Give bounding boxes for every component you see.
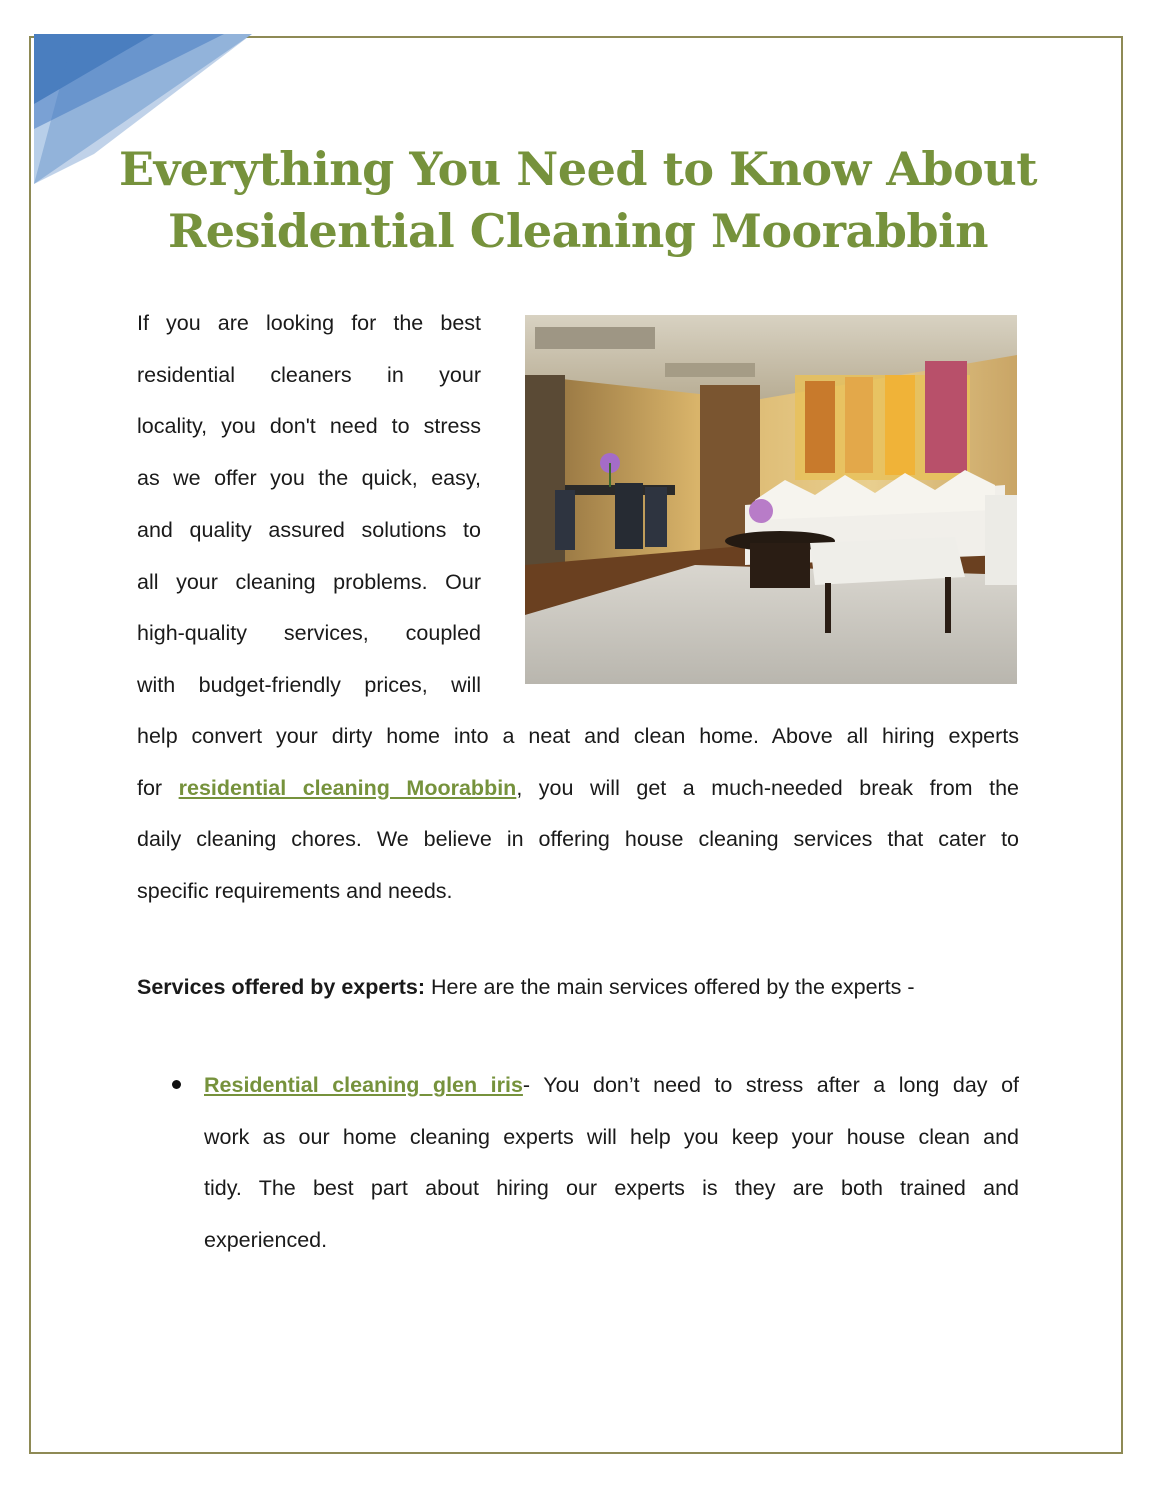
intro-line: residential cleaners in your <box>137 362 481 387</box>
page-title <box>60 138 1096 262</box>
title-line-2: Residential Cleaning Moorabbin <box>167 204 989 258</box>
residential-cleaning-moorabbin-link[interactable]: residential cleaning Moorabbin <box>178 775 517 800</box>
services-intro <box>137 962 1037 1014</box>
intro-line: specific requirements and needs. <box>137 879 453 904</box>
intro-line: with budget-friendly prices, will <box>137 672 481 697</box>
intro-line: and quality assured solutions to <box>137 517 481 542</box>
residential-cleaning-glen-iris-link[interactable]: Residential cleaning glen iris <box>204 1073 523 1097</box>
intro-line: If you are looking for the best <box>137 311 481 335</box>
intro-line: locality, you don't need to stress <box>137 414 481 439</box>
services-heading: Services offered by experts: <box>137 975 425 999</box>
intro-line: all your cleaning problems. Our <box>137 569 481 594</box>
intro-line: help convert your dirty home into a neat and clean home. Above all hiring experts <box>137 724 1019 748</box>
bullet-line: work as our home cleaning experts will help you keep your house clean and <box>204 1124 1019 1149</box>
intro-link-suffix: , you will get a much-needed break from the <box>516 775 1019 800</box>
bullet-line: tidy. The best part about hiring our experts is they are both trained and <box>204 1176 1019 1201</box>
intro-line: high-quality services, coupled <box>137 621 481 646</box>
bullet-icon <box>172 1080 181 1089</box>
intro-line-with-link <box>137 763 1019 815</box>
bullet-line: experienced. <box>204 1228 328 1253</box>
living-room-photo <box>525 315 1017 684</box>
intro-line: as we offer you the quick, easy, <box>137 466 481 491</box>
bullet-line-with-link <box>204 1060 1019 1112</box>
title-line-1: Everything You Need to Know About <box>119 142 1037 196</box>
intro-line: daily cleaning chores. We believe in offering house cleaning services that cater to <box>137 827 1019 852</box>
intro-paragraph-column <box>137 298 481 712</box>
intro-paragraph-full <box>137 711 1019 918</box>
intro-link-prefix: for <box>137 775 179 800</box>
bullet-line-suffix: - You don’t need to stress after a long day of <box>522 1073 1020 1097</box>
list-item <box>204 1060 1019 1267</box>
services-text: Here are the main services offered by the experts - <box>425 975 915 999</box>
